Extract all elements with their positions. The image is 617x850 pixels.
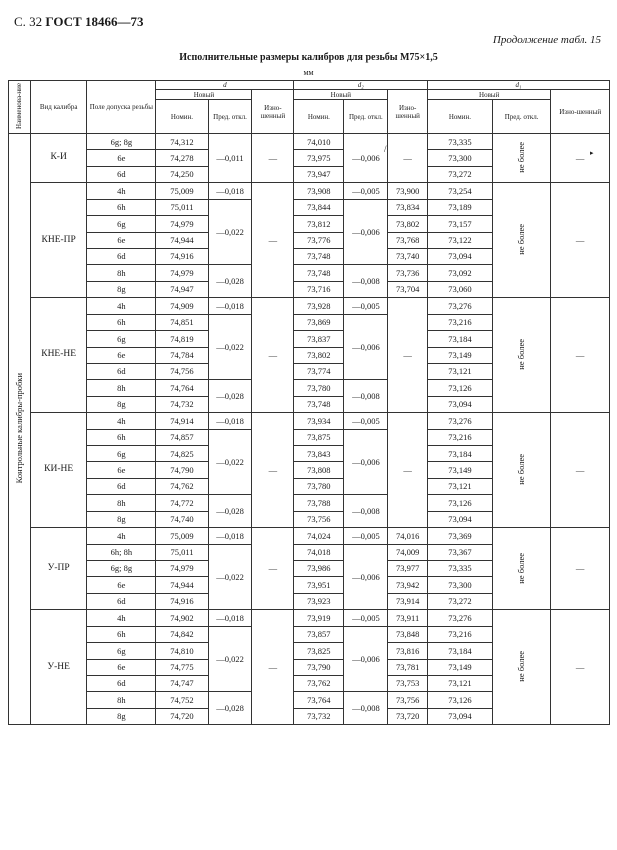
d-worn-cell: — [252, 413, 294, 528]
d-nom-cell: 74,842 [156, 626, 208, 642]
d2-worn-cell: 73,816 [388, 643, 428, 659]
d2-nom-cell: 73,837 [294, 331, 344, 347]
col-d1-dev: Пред. откл. [492, 100, 551, 134]
col-d1-worn: Изно-шенный [551, 90, 610, 134]
d1-nom-cell: 73,184 [428, 331, 493, 347]
tolerance-cell: 6e [87, 232, 156, 248]
table-row [9, 610, 610, 626]
table-row [9, 183, 610, 199]
d2-worn-cell: 73,848 [388, 626, 428, 642]
d1-nom-cell: 73,121 [428, 675, 493, 691]
d1-nom-cell: 73,149 [428, 659, 493, 675]
d1-nom-cell: 73,216 [428, 429, 493, 445]
d2-dev-cell: —0,008 [344, 495, 388, 528]
d-dev-cell: —0,028 [208, 495, 252, 528]
d1-nom-cell: 73,300 [428, 577, 493, 593]
d2-worn-cell: 73,781 [388, 659, 428, 675]
tolerance-cell: 6d [87, 166, 156, 182]
d2-nom-cell: 74,018 [294, 544, 344, 560]
d1-nom-cell: 73,335 [428, 134, 493, 150]
d-nom-cell: 74,775 [156, 659, 208, 675]
d-nom-cell: 74,752 [156, 692, 208, 708]
d2-worn-cell: 73,736 [388, 265, 428, 281]
col-d-worn: Изно-шенный [252, 90, 294, 134]
d1-nom-cell: 73,094 [428, 396, 493, 412]
d1-nom-cell: 73,094 [428, 708, 493, 724]
d2-worn-cell: — [388, 134, 428, 183]
d2-dev-cell: —0,005 [344, 528, 388, 544]
d-nom-cell: 74,979 [156, 561, 208, 577]
d-dev-cell: —0,018 [208, 298, 252, 314]
d-nom-cell: 74,944 [156, 232, 208, 248]
tolerance-cell: 6g [87, 331, 156, 347]
d-nom-cell: 74,947 [156, 281, 208, 297]
d1-nom-cell: 73,121 [428, 363, 493, 379]
d1-nom-cell: 73,122 [428, 232, 493, 248]
table-row [9, 298, 610, 314]
d-worn-cell: — [252, 183, 294, 298]
col-d: d [156, 81, 294, 90]
d2-nom-cell: 73,986 [294, 561, 344, 577]
d1-nom-cell: 73,121 [428, 478, 493, 494]
d1-nom-cell: 73,276 [428, 413, 493, 429]
d1-nom-cell: 73,060 [428, 281, 493, 297]
d2-nom-cell: 73,857 [294, 626, 344, 642]
tolerance-cell: 6e [87, 462, 156, 478]
d-dev-cell: —0,022 [208, 429, 252, 495]
d2-worn-cell: 74,016 [388, 528, 428, 544]
d-nom-cell: 74,916 [156, 249, 208, 265]
col-d1: d₁ [428, 81, 610, 90]
d2-dev-cell: —0,008 [344, 692, 388, 725]
d-dev-cell: —0,018 [208, 610, 252, 626]
d2-dev-cell: —0,005 [344, 413, 388, 429]
tolerance-cell: 4h [87, 610, 156, 626]
tolerance-cell: 8g [87, 281, 156, 297]
d-nom-cell: 74,914 [156, 413, 208, 429]
d2-worn-cell: 73,753 [388, 675, 428, 691]
gauge-kind: У-ПР [30, 528, 86, 610]
d2-nom-cell: 73,764 [294, 692, 344, 708]
d2-nom-cell: 73,975 [294, 150, 344, 166]
d1-nom-cell: 73,335 [428, 561, 493, 577]
d1-dev-cell [492, 134, 551, 183]
col-tolerance: Поле допуска резьбы [87, 81, 156, 134]
d2-nom-cell: 74,024 [294, 528, 344, 544]
tolerance-cell: 6d [87, 249, 156, 265]
d-nom-cell: 74,747 [156, 675, 208, 691]
gauge-kind: КИ-НЕ [30, 413, 86, 528]
d-nom-cell: 74,762 [156, 478, 208, 494]
d2-worn-cell: 73,802 [388, 216, 428, 232]
d1-dev-cell [492, 528, 551, 610]
tolerance-cell: 6g; 8g [87, 561, 156, 577]
table-row [9, 528, 610, 544]
d1-nom-cell: 73,254 [428, 183, 493, 199]
tolerance-cell: 4h [87, 413, 156, 429]
d2-worn-cell: 73,704 [388, 281, 428, 297]
d2-worn-cell: 73,834 [388, 199, 428, 215]
d-nom-cell: 74,312 [156, 134, 208, 150]
tolerance-cell: 6e [87, 577, 156, 593]
tolerance-cell: 8g [87, 708, 156, 724]
d-nom-cell: 74,916 [156, 593, 208, 609]
d2-worn-cell: 73,756 [388, 692, 428, 708]
d2-nom-cell: 73,748 [294, 265, 344, 281]
d2-worn-cell: 73,740 [388, 249, 428, 265]
d2-nom-cell: 73,716 [294, 281, 344, 297]
d2-nom-cell: 73,875 [294, 429, 344, 445]
d-nom-cell: 74,909 [156, 298, 208, 314]
d-nom-cell: 74,720 [156, 708, 208, 724]
d1-nom-cell: 73,149 [428, 347, 493, 363]
d-nom-cell: 75,011 [156, 199, 208, 215]
d-worn-cell: — [252, 528, 294, 610]
d2-nom-cell: 73,790 [294, 659, 344, 675]
d-nom-cell: 75,009 [156, 183, 208, 199]
d2-worn-cell: — [388, 413, 428, 528]
d-nom-cell: 74,979 [156, 265, 208, 281]
d-nom-cell: 74,756 [156, 363, 208, 379]
col-d2: d₂ [294, 81, 428, 90]
d1-nom-cell: 73,092 [428, 265, 493, 281]
d2-nom-cell: 73,748 [294, 249, 344, 265]
gauge-kind: К-И [30, 134, 86, 183]
d-worn-cell: — [252, 610, 294, 725]
d-dev-cell: —0,018 [208, 183, 252, 199]
d2-nom-cell: 73,732 [294, 708, 344, 724]
d2-dev-cell: —0,005 [344, 183, 388, 199]
standard-code: ГОСТ 18466—73 [45, 14, 144, 29]
d2-nom-cell: 73,919 [294, 610, 344, 626]
d2-nom-cell: 73,843 [294, 446, 344, 462]
col-d1-new: Новый [428, 90, 551, 100]
d1-nom-cell: 73,189 [428, 199, 493, 215]
d-nom-cell: 74,732 [156, 396, 208, 412]
gauge-kind: КНЕ-НЕ [30, 298, 86, 413]
d1-nom-cell: 73,272 [428, 166, 493, 182]
tolerance-cell: 6g [87, 446, 156, 462]
d2-dev-cell: —0,006 [344, 544, 388, 610]
d2-worn-cell: — [388, 298, 428, 413]
d-nom-cell: 74,979 [156, 216, 208, 232]
d2-nom-cell: 73,869 [294, 314, 344, 330]
d1-nom-cell: 73,216 [428, 626, 493, 642]
col-d-nom: Номин. [156, 100, 208, 134]
d-dev-cell: —0,022 [208, 544, 252, 610]
d2-worn-cell: 73,768 [388, 232, 428, 248]
tolerance-cell: 4h [87, 298, 156, 314]
d1-worn-cell: — [551, 183, 610, 298]
d-nom-cell: 74,784 [156, 347, 208, 363]
d-nom-cell: 74,278 [156, 150, 208, 166]
d2-nom-cell: 74,010 [294, 134, 344, 150]
d-dev-cell: —0,018 [208, 413, 252, 429]
d2-nom-cell: 73,923 [294, 593, 344, 609]
tolerance-cell: 8h [87, 265, 156, 281]
continuation-note: Продолжение табл. 15 [492, 34, 601, 46]
tolerance-cell: 6g [87, 643, 156, 659]
d-dev-cell: —0,028 [208, 265, 252, 298]
d1-nom-cell: 73,149 [428, 462, 493, 478]
d1-nom-cell: 73,276 [428, 610, 493, 626]
tolerance-cell: 6h [87, 314, 156, 330]
d1-nom-cell: 73,126 [428, 495, 493, 511]
d2-nom-cell: 73,776 [294, 232, 344, 248]
col-d2-dev: Пред. откл. [344, 100, 388, 134]
category-text: Контрольные калибры-пробки [14, 373, 25, 484]
d2-nom-cell: 73,756 [294, 511, 344, 527]
table-body [9, 134, 610, 725]
col-kind: Вид калибра [30, 81, 86, 134]
d2-dev-cell: —0,006 [344, 314, 388, 380]
gauge-dimensions-table [8, 80, 610, 725]
page-number: С. 32 [14, 14, 43, 29]
d-dev-cell: —0,028 [208, 692, 252, 725]
d1-nom-cell: 73,094 [428, 511, 493, 527]
d2-dev-cell: —0,008 [344, 380, 388, 413]
d2-worn-cell: 73,914 [388, 593, 428, 609]
print-tick: / [384, 144, 387, 154]
d2-worn-cell: 73,977 [388, 561, 428, 577]
d2-dev-cell: —0,006 [344, 626, 388, 692]
d-worn-cell: — [252, 134, 294, 183]
d2-nom-cell: 73,934 [294, 413, 344, 429]
tolerance-cell: 6e [87, 347, 156, 363]
d2-nom-cell: 73,788 [294, 495, 344, 511]
d-nom-cell: 74,944 [156, 577, 208, 593]
print-dot: ▸ [590, 149, 594, 157]
d-nom-cell: 74,764 [156, 380, 208, 396]
d2-worn-cell: 73,720 [388, 708, 428, 724]
d-dev-cell: —0,022 [208, 626, 252, 692]
d-dev-cell: —0,022 [208, 314, 252, 380]
d-nom-cell: 74,857 [156, 429, 208, 445]
d2-nom-cell: 73,802 [294, 347, 344, 363]
d2-nom-cell: 73,825 [294, 643, 344, 659]
d2-dev-cell: —0,008 [344, 265, 388, 298]
d1-nom-cell: 73,272 [428, 593, 493, 609]
tolerance-cell: 6e [87, 659, 156, 675]
d1-nom-cell: 73,216 [428, 314, 493, 330]
d1-worn-cell: — [551, 413, 610, 528]
tolerance-cell: 4h [87, 528, 156, 544]
d2-nom-cell: 73,780 [294, 478, 344, 494]
d-nom-cell: 74,250 [156, 166, 208, 182]
d2-dev-cell: —0,006 [344, 199, 388, 265]
d2-nom-cell: 73,780 [294, 380, 344, 396]
tolerance-cell: 6d [87, 363, 156, 379]
d1-nom-cell: 73,184 [428, 446, 493, 462]
col-d2-new: Новый [294, 90, 388, 100]
d-nom-cell: 74,740 [156, 511, 208, 527]
d2-nom-cell: 73,844 [294, 199, 344, 215]
d2-dev-cell: —0,006 [344, 134, 388, 183]
d1-dev-cell-label: не более [516, 552, 527, 584]
d2-dev-cell: —0,006 [344, 429, 388, 495]
d2-nom-cell: 73,947 [294, 166, 344, 182]
d1-nom-cell: 73,126 [428, 380, 493, 396]
d2-nom-cell: 73,951 [294, 577, 344, 593]
tolerance-cell: 6h [87, 429, 156, 445]
tolerance-cell: 6d [87, 675, 156, 691]
d-worn-cell: — [252, 298, 294, 413]
d-nom-cell: 74,772 [156, 495, 208, 511]
d1-nom-cell: 73,184 [428, 643, 493, 659]
d1-dev-cell-label: не более [516, 339, 527, 370]
d1-dev-cell-label: не более [516, 224, 527, 255]
tolerance-cell: 6e [87, 150, 156, 166]
d1-dev-cell [492, 298, 551, 413]
col-d2-worn: Изно-шенный [388, 90, 428, 134]
d2-nom-cell: 73,808 [294, 462, 344, 478]
d2-worn-cell: 74,009 [388, 544, 428, 560]
table-unit: мм [303, 68, 314, 77]
d-nom-cell: 75,011 [156, 544, 208, 560]
d2-nom-cell: 73,812 [294, 216, 344, 232]
col-d-dev: Пред. откл. [208, 100, 252, 134]
d1-nom-cell: 73,094 [428, 249, 493, 265]
d1-nom-cell: 73,276 [428, 298, 493, 314]
d1-dev-cell [492, 413, 551, 528]
tolerance-cell: 6h [87, 626, 156, 642]
tolerance-cell: 6g [87, 216, 156, 232]
tolerance-cell: 6d [87, 478, 156, 494]
d2-nom-cell: 73,748 [294, 396, 344, 412]
d1-worn-cell: — [551, 610, 610, 725]
d-nom-cell: 75,009 [156, 528, 208, 544]
col-d-new: Новый [156, 90, 252, 100]
col-d1-nom: Номин. [428, 100, 493, 134]
category-label [9, 134, 31, 725]
d1-dev-cell [492, 610, 551, 725]
d2-dev-cell: —0,005 [344, 610, 388, 626]
d1-nom-cell: 73,157 [428, 216, 493, 232]
d-dev-cell: —0,011 [208, 134, 252, 183]
col-d2-nom: Номин. [294, 100, 344, 134]
d1-worn-cell: — [551, 528, 610, 610]
table-title: Исполнительные размеры калибров для резьбы М75×1,5 [179, 52, 438, 63]
d-nom-cell: 74,819 [156, 331, 208, 347]
d-dev-cell: —0,018 [208, 528, 252, 544]
d-nom-cell: 74,902 [156, 610, 208, 626]
d1-nom-cell: 73,126 [428, 692, 493, 708]
d2-nom-cell: 73,774 [294, 363, 344, 379]
d2-worn-cell: 73,900 [388, 183, 428, 199]
table-header [9, 81, 610, 134]
d-dev-cell: —0,022 [208, 199, 252, 265]
table-row [9, 413, 610, 429]
d2-worn-cell: 73,911 [388, 610, 428, 626]
col-name: Наименова-ние [9, 81, 31, 134]
gauge-kind: У-НЕ [30, 610, 86, 725]
tolerance-cell: 8h [87, 692, 156, 708]
d2-worn-cell: 73,942 [388, 577, 428, 593]
d1-worn-cell: — [551, 134, 610, 183]
d-dev-cell: —0,028 [208, 380, 252, 413]
d1-dev-cell [492, 183, 551, 298]
d-nom-cell: 74,810 [156, 643, 208, 659]
d2-dev-cell: —0,005 [344, 298, 388, 314]
d1-nom-cell: 73,369 [428, 528, 493, 544]
tolerance-cell: 6h [87, 199, 156, 215]
d1-dev-cell-label: не более [516, 454, 527, 485]
tolerance-cell: 6h; 8h [87, 544, 156, 560]
d1-worn-cell: — [551, 298, 610, 413]
d1-dev-cell-label: не более [516, 651, 527, 682]
tolerance-cell: 6d [87, 593, 156, 609]
table-row [9, 134, 610, 150]
d-nom-cell: 74,851 [156, 314, 208, 330]
d1-nom-cell: 73,300 [428, 150, 493, 166]
d-nom-cell: 74,790 [156, 462, 208, 478]
page-header [14, 14, 143, 30]
d1-dev-cell-label: не более [516, 142, 527, 173]
tolerance-cell: 8g [87, 396, 156, 412]
tolerance-cell: 6g; 8g [87, 134, 156, 150]
tolerance-cell: 8h [87, 495, 156, 511]
gauge-kind: КНЕ-ПР [30, 183, 86, 298]
d2-nom-cell: 73,908 [294, 183, 344, 199]
tolerance-cell: 4h [87, 183, 156, 199]
d2-nom-cell: 73,762 [294, 675, 344, 691]
tolerance-cell: 8g [87, 511, 156, 527]
d2-nom-cell: 73,928 [294, 298, 344, 314]
tolerance-cell: 8h [87, 380, 156, 396]
d-nom-cell: 74,825 [156, 446, 208, 462]
d1-nom-cell: 73,367 [428, 544, 493, 560]
